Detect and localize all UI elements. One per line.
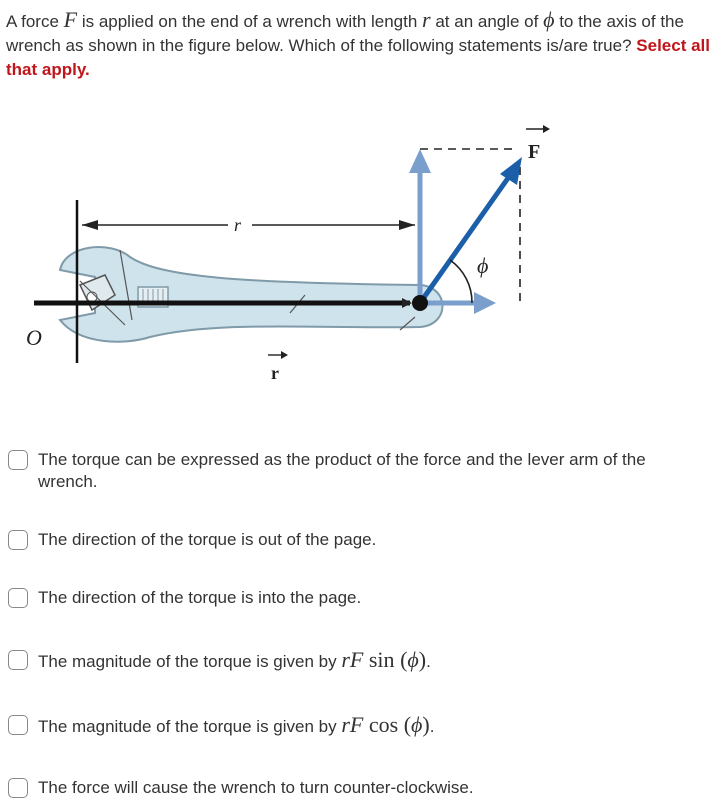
option-5-text [38,714,703,738]
math-rparen: ) [418,647,427,672]
math-r: r [341,647,350,672]
math-fn: sin [368,647,395,672]
pivot-point [412,295,428,311]
math-lparen: ( [400,647,408,672]
option-checkbox[interactable] [8,530,28,550]
question-part: is applied on the end of a wrench with length [77,12,423,31]
option-1-text: The torque can be expressed as the product of the force and the lever arm of the wrench. [38,450,646,491]
option-checkbox[interactable] [8,778,28,798]
math-r: r [422,7,431,32]
length-dimension [82,220,415,230]
math-phi: ϕ [407,647,419,672]
question-part: at an angle of [430,12,544,31]
option-2-text: The direction of the torque is out of the page. [38,530,377,549]
math-F: F [349,647,364,672]
math-fn: cos [368,712,399,737]
force-components [409,149,496,314]
label-F-group [526,125,550,163]
option-6-text: The force will cause the wrench to turn counter-clockwise. [38,778,474,797]
option-3-text: The direction of the torque is into the page. [38,588,362,607]
label-phi: ϕ [477,253,489,278]
question-part: to the axis of the wrench as shown in the figure below. Which of the following statements is/are true? [6,12,684,55]
math-lparen: ( [403,712,412,737]
wrench-figure [20,105,560,405]
option-4-pre: The magnitude of the torque is given by [38,652,342,671]
option-5-post: . [429,717,435,736]
select-all-instruction: Select all that apply. [6,36,710,79]
label-O: O [26,325,42,350]
force-vector-F [420,171,513,303]
option-5-pre: The magnitude of the torque is given by [38,717,342,736]
option-checkbox[interactable] [8,715,28,735]
math-rparen: ) [422,712,430,737]
label-F: F [528,141,541,163]
label-r-length: r [234,215,242,235]
math-F: F [63,7,78,32]
label-r-vector-group [268,351,288,383]
label-r-vector: r [271,363,279,383]
question-text [6,8,716,82]
math-phi: ϕ [543,7,555,32]
wrench-illustration [60,247,443,342]
option-checkbox[interactable] [8,588,28,608]
math-r: r [341,712,350,737]
math-phi: ϕ [411,712,423,737]
question-part: A force [6,12,64,31]
option-4-text [38,649,703,673]
math-F: F [349,712,364,737]
angle-arc [450,260,472,303]
option-4-post: . [426,652,431,671]
option-checkbox[interactable] [8,450,28,470]
option-checkbox[interactable] [8,650,28,670]
